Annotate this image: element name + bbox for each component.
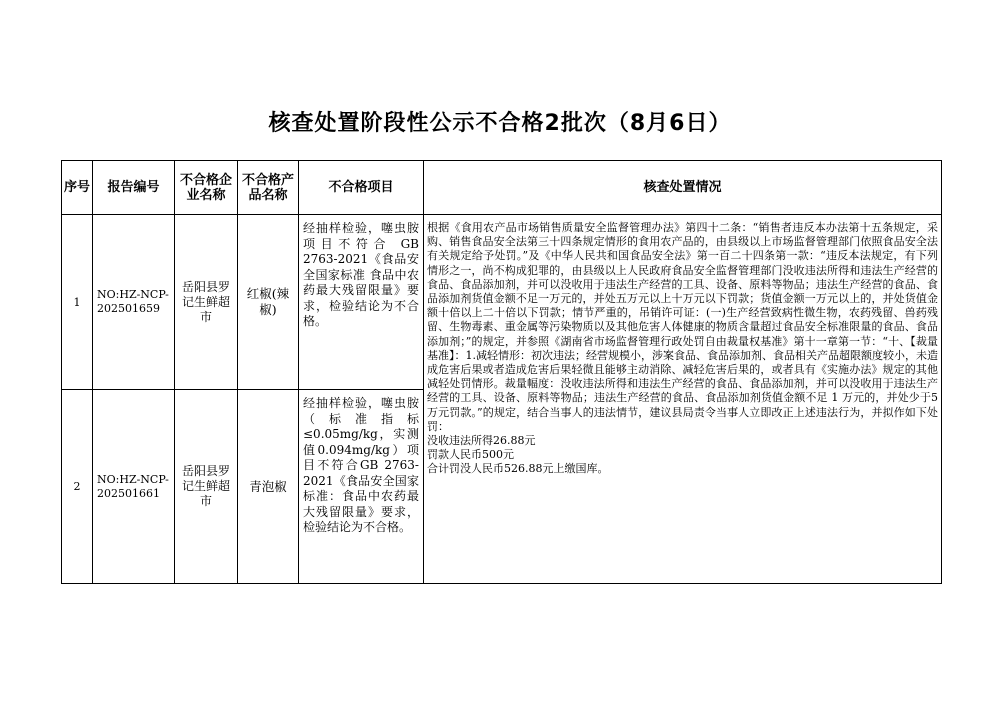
handling-line-confiscate: 没收违法所得26.88元 (427, 434, 536, 448)
row-enterprise: 岳阳县罗记生鲜超市 (175, 215, 238, 390)
table-header-row (62, 161, 942, 215)
header-item: 不合格项目 (299, 161, 424, 215)
row-item: 经抽样检验，噻虫胺项目不符合 GB 2763-2021《食品安全国家标准 食品中农药最大残留限量》要求，检验结论为不合格。 (299, 215, 424, 390)
header-enterprise: 不合格企业名称 (175, 161, 238, 215)
row-item: 经抽样检验，噻虫胺（标准指标≤0.05mg/kg，实测值0.094mg/kg）项目不符合GB 2763-2021《食品安全国家标准：食品中农药最大残留限量》要求，检验结论为不合格。 (299, 390, 424, 584)
row-report-no: NO:HZ-NCP-202501661 (93, 390, 175, 584)
row-seq: 1 (62, 215, 93, 390)
header-handling: 核查处置情况 (424, 161, 942, 215)
handling-cell (424, 215, 942, 584)
header-report-no: 报告编号 (93, 161, 175, 215)
row-product: 青泡椒 (238, 390, 299, 584)
handling-line-fine: 罚款人民币500元 (427, 448, 514, 462)
disposal-table (61, 160, 942, 584)
row-report-no: NO:HZ-NCP-202501659 (93, 215, 175, 390)
row-product: 红椒(辣椒) (238, 215, 299, 390)
handling-line-total: 合计罚没人民币526.88元上缴国库。 (427, 462, 609, 476)
header-seq: 序号 (62, 161, 93, 215)
table-row (62, 215, 942, 390)
page-title: 核查处置阶段性公示不合格2批次（8月6日） (268, 111, 732, 136)
header-product: 不合格产品名称 (238, 161, 299, 215)
row-seq: 2 (62, 390, 93, 584)
handling-body: 根据《食用农产品市场销售质量安全监督管理办法》第四十二条：“销售者违反本办法第十五条规定，采购、销售食品安全法第三十四条规定情形的食用农产品的，由县级以上市场监督管理部门依照食品安全法有关规定给予处罚。”及《中华人民共和国食品安全法》第一百二十四条第一款：“违反本法规定，有下列情形之一，尚不构成犯罪的，由县级以上人民政府食品安全监督管理部门没收违法所得和违法生产经营的食品、食品添加剂，并可以没收用于违法生产经营的工具、设备、原料等物品；违法生产经营的食品、食品添加剂货值金额不足一万元的，并处五万元以上十万元以下罚款；货值金额一万元以上的，并处货值金额十倍以上二十倍以下罚款；情节严重的，吊销许可证：(一)生产经营致病性微生物，农药残留、兽药残留、生物毒素、重金属等污染物质以及其他危害人体健康的物质含量超过食品安全标准限量的食品、食品添加剂；”的规定，并参照《湖南省市场监督管理行政处罚自由裁量权基准》第十一章第一节：“十、【裁量基准】：1.减轻情形：初次违法；经营规模小，涉案食品、食品添加剂、食品相关产品超限额度较小，未造成危害后果或者造成危害后果轻微且能够主动消除、减轻危害后果的，或者具有《实施办法》规定的其他减轻处罚情形。裁量幅度：没收违法所得和违法生产经营的食品、食品添加剂，并可以没收用于违法生产经营的工具、设备、原料等物品；违法生产经营的食品、食品添加剂货值金额不足 1 万元的，并处少于5万元罚款。”的规定，结合当事人的违法情节，建议县局责令当事人立即改正上述违法行为，并拟作如下处罚： (427, 221, 938, 433)
row-enterprise: 岳阳县罗记生鲜超市 (175, 390, 238, 584)
